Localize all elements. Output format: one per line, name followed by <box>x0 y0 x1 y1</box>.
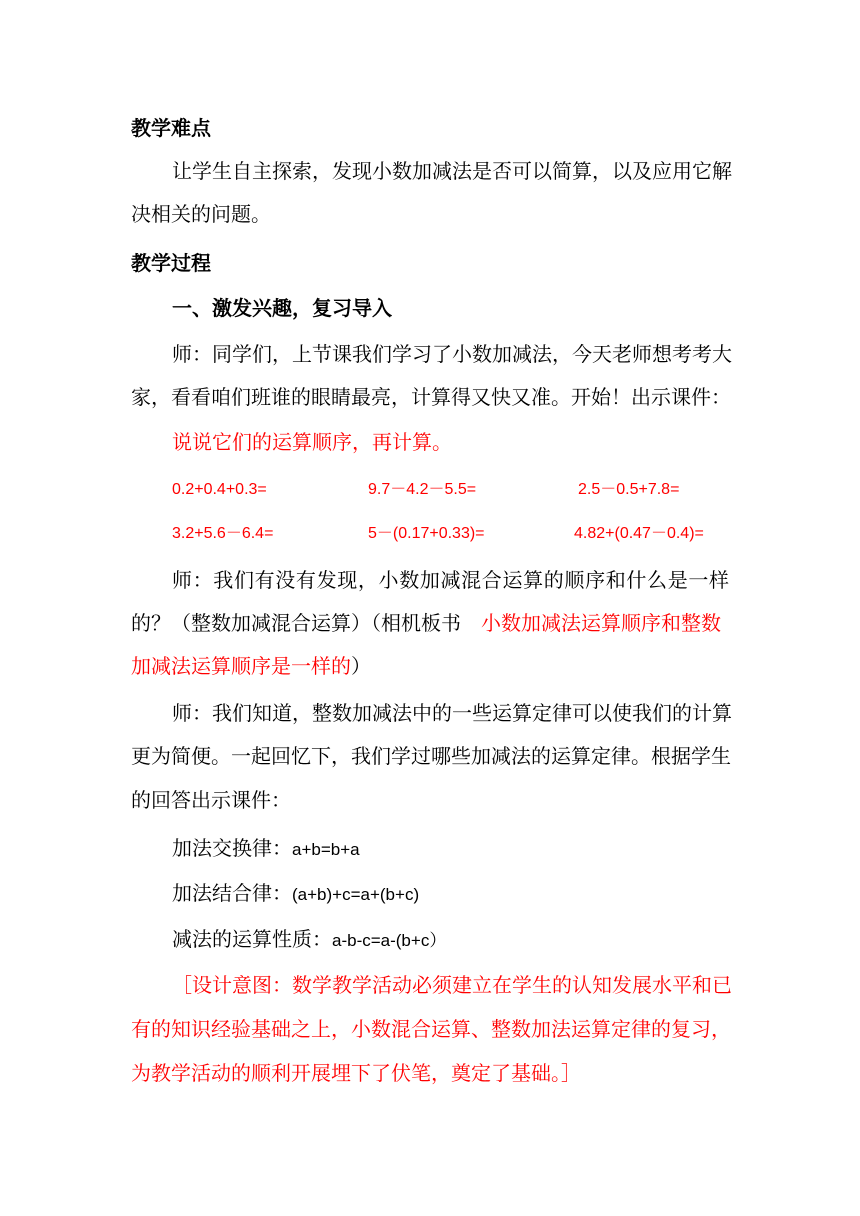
law-1-label: 加法交换律： <box>172 836 292 860</box>
law-2-label: 加法结合律： <box>172 881 292 905</box>
law-addition-commutative <box>172 834 360 864</box>
para-1-line-1: 师：同学们，上节课我们学习了小数加减法，今天老师想考考大 <box>172 342 732 366</box>
para-3-line-3: 的回答出示课件： <box>131 788 291 812</box>
law-3-label: 减法的运算性质： <box>172 927 332 951</box>
law-subtraction-property <box>172 925 446 955</box>
board-note-part-1: 小数加减法运算顺序和整数 <box>481 611 721 635</box>
law-addition-associative <box>172 879 419 909</box>
equation-3: 2.5－0.5+7.8= <box>578 481 680 498</box>
para-2-line-3 <box>131 652 371 680</box>
para-2-line-2-text: 的？（整数加减混合运算）（相机板书 <box>131 611 481 635</box>
task-prompt: 说说它们的运算顺序，再计算。 <box>172 430 452 454</box>
para-3-line-2: 更为简便。一起回忆下，我们学过哪些加减法的运算定律。根据学生 <box>131 744 731 768</box>
law-2-formula: (a+b)+c=a+(b+c) <box>292 885 420 904</box>
para-2-line-2 <box>131 609 721 637</box>
design-intent-line-1: ［设计意图：数学教学活动必须建立在学生的认知发展水平和已 <box>172 973 732 997</box>
heading-teaching-difficulty: 教学难点 <box>131 116 211 140</box>
design-intent-line-3: 为教学活动的顺利开展埋下了伏笔，奠定了基础。］ <box>131 1061 581 1085</box>
para-2-line-1: 师：我们有没有发现，小数加减混合运算的顺序和什么是一样 <box>172 568 729 592</box>
equation-2: 9.7－4.2－5.5= <box>368 481 477 498</box>
para-3-line-1: 师：我们知道，整数加减法中的一些运算定律可以使我们的计算 <box>172 701 732 725</box>
law-3-formula: a-b-c=a-(b+c） <box>332 931 447 950</box>
difficulty-line-2: 决相关的问题。 <box>131 202 271 226</box>
board-note-part-2: 加减法运算顺序是一样的 <box>131 654 351 678</box>
heading-teaching-process: 教学过程 <box>131 251 211 275</box>
equation-6: 4.82+(0.47－0.4)= <box>574 525 704 542</box>
para-1-line-2: 家，看看咱们班谁的眼睛最亮，计算得又快又准。开始！出示课件： <box>131 385 731 409</box>
law-1-formula: a+b=b+a <box>292 840 360 859</box>
design-intent-line-2: 有的知识经验基础之上，小数混合运算、整数加法运算定律的复习， <box>131 1017 731 1041</box>
equation-1: 0.2+0.4+0.3= <box>172 481 267 498</box>
para-2-line-3-close: ） <box>351 654 371 678</box>
section-1-title: 一、激发兴趣，复习导入 <box>172 296 392 320</box>
difficulty-line-1: 让学生自主探索，发现小数加减法是否可以简算，以及应用它解 <box>172 159 732 183</box>
equation-5: 5－(0.17+0.33)= <box>368 525 485 542</box>
equation-4: 3.2+5.6－6.4= <box>172 525 274 542</box>
